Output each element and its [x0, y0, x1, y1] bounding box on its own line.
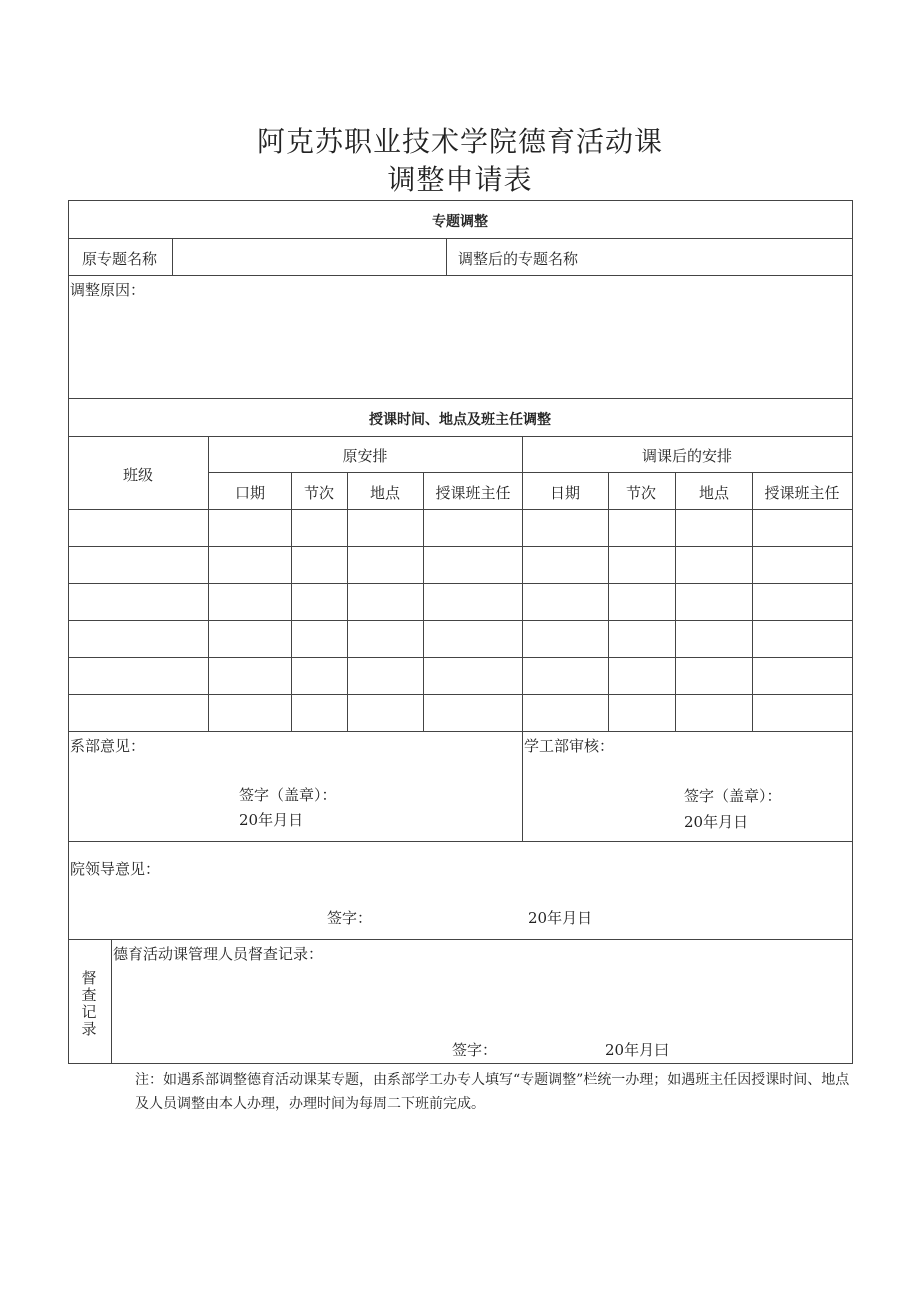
- table-cell[interactable]: [70, 548, 206, 581]
- table-cell[interactable]: [754, 696, 851, 729]
- original-teacher-header: 授课班主任: [435, 484, 511, 502]
- divider: [68, 238, 853, 239]
- original-location-header: 地点: [369, 484, 401, 502]
- adjusted-teacher-header: 授课班主任: [764, 484, 840, 502]
- divider: [68, 275, 853, 276]
- adjusted-arrangement-header: 调课后的安排: [641, 447, 733, 465]
- table-cell[interactable]: [293, 511, 345, 544]
- divider: [172, 238, 173, 275]
- table-cell[interactable]: [425, 622, 520, 655]
- table-cell[interactable]: [425, 659, 520, 692]
- topic-section-heading: 专题调整: [432, 214, 488, 230]
- table-cell[interactable]: [70, 511, 206, 544]
- table-cell[interactable]: [524, 659, 606, 692]
- reason-label: 调整原因：: [70, 281, 146, 299]
- table-cell[interactable]: [524, 548, 606, 581]
- divider: [291, 472, 292, 731]
- footer-note: 注：如遇系部调整德育活动课某专题，由系部学工办专人填写“专题调整”栏统一办理；如遇班主任因授课时间、地点及人员调整由本人办理，办理时间为每周二下班前完成。: [135, 1072, 850, 1112]
- table-cell[interactable]: [610, 511, 673, 544]
- table-cell[interactable]: [425, 548, 520, 581]
- table-cell[interactable]: [610, 696, 673, 729]
- supervision-record-label: 德育活动课管理人员督查记录：: [113, 945, 324, 963]
- dept-opinion-label: 系部意见：: [70, 737, 146, 755]
- table-cell[interactable]: [210, 585, 289, 618]
- divider: [68, 841, 853, 842]
- table-cell[interactable]: [210, 659, 289, 692]
- divider: [68, 620, 853, 621]
- student-affairs-date: 20年月日: [684, 813, 749, 831]
- reason-field[interactable]: [70, 300, 850, 394]
- original-period-header: 节次: [303, 484, 335, 502]
- table-cell[interactable]: [754, 585, 851, 618]
- divider: [68, 436, 853, 437]
- table-cell[interactable]: [210, 548, 289, 581]
- table-cell[interactable]: [610, 585, 673, 618]
- table-cell[interactable]: [425, 585, 520, 618]
- table-cell[interactable]: [677, 659, 750, 692]
- divider: [68, 398, 853, 399]
- leader-signature-label: 签字：: [327, 909, 373, 927]
- table-cell[interactable]: [677, 696, 750, 729]
- adjusted-location-header: 地点: [698, 484, 730, 502]
- table-cell[interactable]: [349, 659, 421, 692]
- table-cell[interactable]: [349, 511, 421, 544]
- original-topic-label: 原专题名称: [82, 250, 158, 268]
- table-cell[interactable]: [70, 696, 206, 729]
- original-arrangement-header: 原安排: [342, 447, 388, 465]
- divider: [68, 546, 853, 547]
- supervision-signature-label: 签字：: [452, 1041, 498, 1059]
- table-cell[interactable]: [425, 696, 520, 729]
- table-cell[interactable]: [349, 548, 421, 581]
- divider: [111, 939, 112, 1064]
- table-cell[interactable]: [677, 585, 750, 618]
- adjusted-date-header: 日期: [549, 484, 581, 502]
- table-cell[interactable]: [677, 622, 750, 655]
- adjusted-topic-field[interactable]: [585, 241, 849, 272]
- table-cell[interactable]: [293, 696, 345, 729]
- leader-opinion-label: 院领导意见：: [70, 860, 161, 878]
- table-cell[interactable]: [349, 696, 421, 729]
- schedule-section-heading: 授课时间、地点及班主任调整: [369, 412, 551, 428]
- adjusted-topic-label: 调整后的专题名称: [458, 250, 579, 268]
- divider: [347, 472, 348, 731]
- divider: [68, 509, 853, 510]
- adjusted-period-header: 节次: [625, 484, 657, 502]
- dept-signature-label: 签字（盖章）：: [239, 786, 337, 804]
- divider: [446, 238, 447, 275]
- table-cell[interactable]: [610, 659, 673, 692]
- table-cell[interactable]: [210, 696, 289, 729]
- supervision-side-label: 督查记录: [81, 969, 97, 1038]
- form-title-line1: 阿克苏职业技术学院德育活动课: [256, 125, 663, 158]
- class-column-header: 班级: [122, 466, 154, 484]
- divider: [423, 472, 424, 731]
- table-cell[interactable]: [754, 659, 851, 692]
- table-cell[interactable]: [70, 622, 206, 655]
- divider: [752, 472, 753, 731]
- table-cell[interactable]: [754, 622, 851, 655]
- divider: [675, 472, 676, 731]
- table-cell[interactable]: [610, 622, 673, 655]
- divider: [208, 436, 209, 731]
- original-topic-field[interactable]: [176, 241, 442, 272]
- table-cell[interactable]: [425, 511, 520, 544]
- table-cell[interactable]: [293, 548, 345, 581]
- table-cell[interactable]: [210, 511, 289, 544]
- table-cell[interactable]: [524, 585, 606, 618]
- dept-date: 20年月日: [239, 811, 304, 829]
- divider: [68, 657, 853, 658]
- original-date-header: 口期: [234, 484, 266, 502]
- student-affairs-signature-label: 签字（盖章）：: [684, 787, 782, 805]
- table-cell[interactable]: [293, 659, 345, 692]
- table-cell[interactable]: [70, 585, 206, 618]
- table-cell[interactable]: [293, 585, 345, 618]
- table-cell[interactable]: [349, 622, 421, 655]
- divider: [608, 472, 609, 731]
- table-cell[interactable]: [754, 548, 851, 581]
- table-cell[interactable]: [677, 511, 750, 544]
- supervision-date: 20年月曰: [605, 1041, 670, 1059]
- table-cell[interactable]: [210, 622, 289, 655]
- divider: [68, 694, 853, 695]
- table-cell[interactable]: [293, 622, 345, 655]
- divider: [522, 436, 523, 731]
- table-cell[interactable]: [70, 659, 206, 692]
- table-cell[interactable]: [524, 696, 606, 729]
- divider: [68, 731, 853, 732]
- table-cell[interactable]: [754, 511, 851, 544]
- table-cell[interactable]: [524, 622, 606, 655]
- table-cell[interactable]: [610, 548, 673, 581]
- divider: [208, 472, 853, 473]
- divider: [68, 939, 853, 940]
- table-cell[interactable]: [349, 585, 421, 618]
- leader-date: 20年月日: [528, 909, 593, 927]
- divider: [68, 583, 853, 584]
- table-cell[interactable]: [677, 548, 750, 581]
- table-cell[interactable]: [524, 511, 606, 544]
- form-title-line2: 调整申请表: [387, 163, 533, 196]
- student-affairs-label: 学工部审核：: [524, 737, 615, 755]
- divider: [522, 731, 523, 841]
